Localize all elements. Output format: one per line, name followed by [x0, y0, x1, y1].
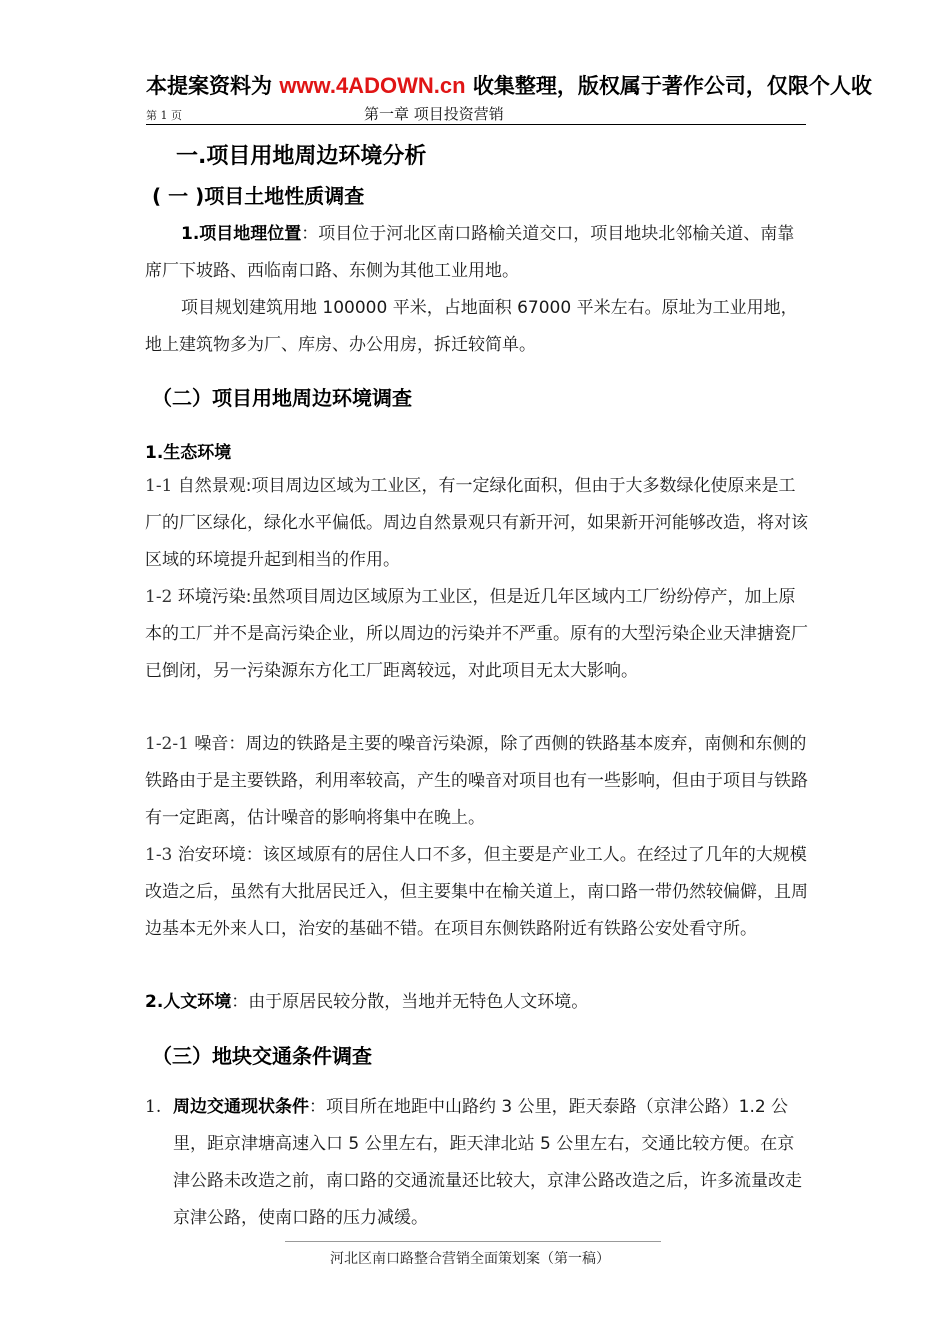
cultural-lead: 2.人文环境	[145, 992, 232, 1012]
item-text: 噪音：周边的铁路是主要的噪音污染源，除了西侧的铁路基本废弃，南侧和东侧的铁路由于是主要铁路，利用率较高，产生的噪音对项目也有一些影响，但由于项目与铁路有一定距离，估计噪音的影响将集中在晚上。	[145, 734, 808, 828]
traffic-item-body	[173, 1089, 810, 1237]
item-text: 治安环境：该区域原有的居住人口不多，但主要是产业工人。在经过了几年的大规模改造之后，虽然有大批居民迁入，但主要集中在榆关道上，南口路一带仍然较偏僻，且周边基本无外来人口，治安的基础不错。在项目东侧铁路附近有铁路公安处看守所。	[145, 845, 808, 939]
section-title: 一.项目用地周边环境分析	[176, 144, 427, 169]
footer-text: 河北区南口路整合营销全面策划案（第一稿）	[330, 1251, 610, 1267]
part1-paragraph-location	[145, 216, 810, 290]
location-text: ：项目位于河北区南口路榆关道交口，项目地块北邻榆关道、南靠席厂下坡路、西临南口路、东侧为其他工业用地。	[145, 224, 795, 281]
copyright-banner	[146, 70, 950, 100]
item-noise	[145, 726, 810, 837]
list-marker: 1.	[145, 1097, 162, 1117]
banner-suffix: 收集整理，版权属于著作公司，仅限个人收	[465, 74, 872, 98]
item-public-security	[145, 837, 810, 948]
item-cultural-environment	[145, 984, 810, 1021]
footer-divider	[285, 1241, 661, 1242]
header-divider	[146, 124, 806, 125]
item-number: 1-1	[145, 476, 173, 496]
cultural-text: ：由于原居民较分散，当地并无特色人文环境。	[231, 992, 589, 1012]
traffic-list-item	[145, 1089, 810, 1237]
part1-paragraph-area: 项目规划建筑用地 100000 平米，占地面积 67000 平米左右。原址为工业用地，地上建筑物多为厂、库房、办公用房，拆迁较简单。	[145, 298, 798, 355]
footer	[0, 1248, 950, 1268]
banner-url[interactable]: www.4ADOWN.cn	[279, 73, 466, 98]
traffic-text: ：项目所在地距中山路约 3 公里，距天泰路（京津公路）1.2 公里，距京津塘高速入口 5 公里左右，距天津北站 5 公里左右，交通比较方便。在京津公路未改造之前，南口路的交通流量还比较大，京津公路改造之后，许多流量改走京津公路，使南口路的压力减缓。	[173, 1097, 802, 1228]
item-number: 1-2-1	[145, 734, 189, 754]
item-number: 1-2	[145, 587, 173, 607]
item-number: 1-3	[145, 845, 173, 865]
page-number: 第 1 页	[146, 109, 182, 122]
banner-prefix: 本提案资料为	[146, 74, 280, 98]
item-text: 环境污染:虽然项目周边区域原为工业区，但是近几年区域内工厂纷纷停产，加上原本的工厂并不是高污染企业，所以周边的污染并不严重。原有的大型污染企业天津搪瓷厂已倒闭，另一污染源东方化工厂距离较远，对此项目无太大影响。	[145, 587, 808, 681]
location-lead: 1.项目地理位置	[181, 224, 302, 244]
ecology-subheading: 1.生态环境	[145, 443, 232, 463]
item-natural-landscape	[145, 468, 810, 579]
part2-heading: （二）项目用地周边环境调查	[152, 386, 412, 410]
item-pollution	[145, 579, 810, 690]
traffic-lead: 周边交通现状条件	[173, 1097, 309, 1117]
item-text: 自然景观:项目周边区域为工业区，有一定绿化面积，但由于大多数绿化使原来是工厂的厂区绿化，绿化水平偏低。周边自然景观只有新开河，如果新开河能够改造，将对该区域的环境提升起到相当的作用。	[145, 476, 808, 570]
chapter-title: 第一章 项目投资营销	[364, 105, 504, 123]
part1-heading: ( 一 )项目土地性质调查	[152, 184, 365, 208]
part3-heading: （三）地块交通条件调查	[152, 1044, 372, 1068]
